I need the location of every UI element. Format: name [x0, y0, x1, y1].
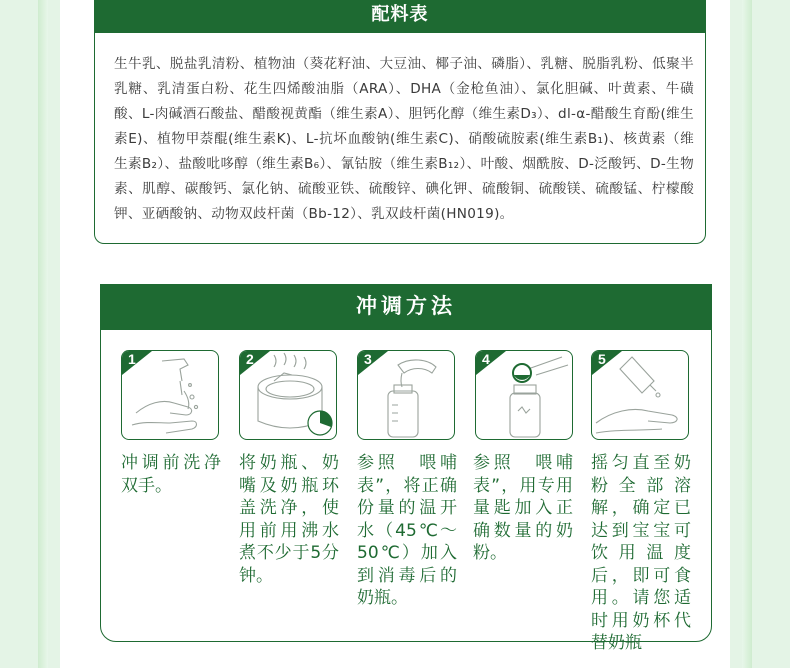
- step-number: 3: [364, 351, 372, 367]
- pour-water-icon: [357, 350, 455, 440]
- step-number: 2: [246, 351, 254, 367]
- sterilize-pot-icon: [239, 350, 337, 440]
- step-instruction: 冲调前洗净双手。: [121, 453, 221, 496]
- step-instruction: 参照 喂哺表”，将正确份量的温开水（45℃～50℃）加入到消毒后的奶瓶。: [357, 453, 457, 608]
- left-decor-stripe: [38, 0, 48, 668]
- hand-wash-icon: [121, 350, 219, 440]
- step-number: 5: [598, 351, 606, 367]
- step-number: 1: [128, 351, 136, 367]
- ingredients-title: 配料表: [94, 0, 706, 33]
- ingredients-list: 生牛乳、脱盐乳清粉、植物油（葵花籽油、大豆油、椰子油、磷脂）、乳糖、脱脂乳粉、低聚半乳糖、乳清蛋白粉、花生四烯酸油脂（ARA）、DHA（金枪鱼油）、氯化胆碱、叶黄素、牛磺酸、L-肉碱酒石酸盐、醋酸视黄酯（维生素A）、胆钙化醇（维生素D₃）、dl-α-醋酸生育酚(维生素E)、植物甲萘醌(维生素K)、L-抗坏血酸钠(维生素C)、硝酸硫胺素(维生素B₁)、核黄素（维生素B₂）、盐酸吡哆醇（维生素B₆）、氰钴胺（维生素B₁₂）、叶酸、烟酰胺、D-泛酸钙、D-生物素、肌醇、碳酸钙、氯化钠、硫酸亚铁、硫酸锌、碘化钾、硫酸铜、硫酸镁、硫酸锰、柠檬酸钾、亚硒酸钠、动物双歧杆菌（Bb-12）、乳双歧杆菌(HN019)。: [114, 56, 694, 222]
- step-instruction: 参照 喂哺表”，用专用量匙加入正确数量的奶粉。: [473, 453, 573, 563]
- step-instruction: 将奶瓶、奶嘴及奶瓶环盖洗净，使用前用沸水煮不少于5分钟。: [239, 453, 339, 586]
- step-number: 4: [482, 351, 490, 367]
- method-title: 冲调方法: [100, 284, 712, 330]
- right-decor-stripe: [742, 0, 752, 668]
- scoop-powder-icon: [475, 350, 573, 440]
- test-temperature-icon: [591, 350, 689, 440]
- step-instruction: 摇匀直至奶粉全部溶解，确定已达到宝宝可饮用温度后，即可食用。请您适时用奶杯代替奶瓶: [591, 453, 691, 653]
